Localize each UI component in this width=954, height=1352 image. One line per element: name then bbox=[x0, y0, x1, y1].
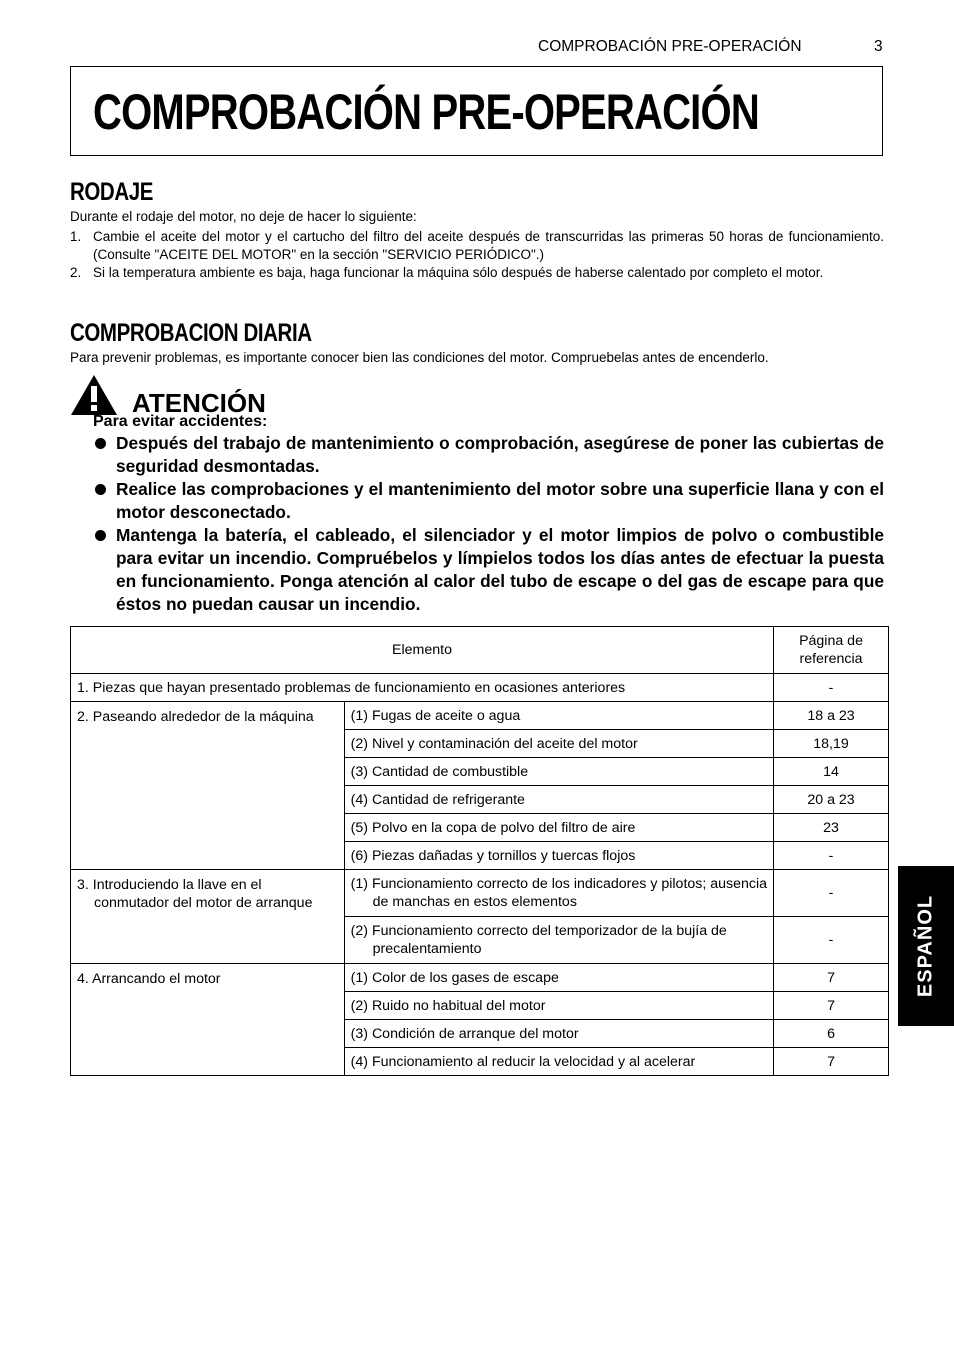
check-item: (6) Piezas dañadas y tornillos y tuercas flojos bbox=[344, 842, 773, 870]
check-item: (1) Funcionamiento correcto de los indicadores y pilotos; ausencia de manchas en estos elementos bbox=[344, 870, 773, 917]
language-side-tab bbox=[898, 866, 954, 1026]
page-title: COMPROBACIÓN PRE-OPERACIÓN bbox=[93, 84, 759, 140]
group-label: 2. Paseando alrededor de la máquina bbox=[71, 702, 345, 870]
warning-intro: Para evitar accidentes: bbox=[93, 413, 268, 430]
list-item: Después del trabajo de mantenimiento o comprobación, asegúrese de poner las cubiertas de seguridad desmontadas. bbox=[93, 432, 884, 478]
table-row bbox=[71, 964, 889, 992]
reference-cell: 20 a 23 bbox=[774, 786, 889, 814]
rodaje-intro: Durante el rodaje del motor, no deje de hacer lo siguiente: bbox=[70, 209, 417, 224]
warning-title: ATENCIÓN bbox=[132, 388, 266, 418]
check-item: (2) Ruido no habitual del motor bbox=[344, 992, 773, 1020]
reference-cell: 18,19 bbox=[774, 730, 889, 758]
check-item: (3) Cantidad de combustible bbox=[344, 758, 773, 786]
check-item: (5) Polvo en la copa de polvo del filtro de aire bbox=[344, 814, 773, 842]
check-item: (4) Funcionamiento al reducir la velocidad y al acelerar bbox=[344, 1048, 773, 1076]
warning-list bbox=[93, 432, 884, 616]
diaria-intro: Para prevenir problemas, es importante conocer bien las condiciones del motor. Compruebelas antes de encenderlo. bbox=[70, 350, 769, 365]
bullet-icon bbox=[95, 438, 106, 449]
table-row bbox=[71, 702, 889, 730]
check-item: (2) Nivel y contaminación del aceite del motor bbox=[344, 730, 773, 758]
reference-cell: 6 bbox=[774, 1020, 889, 1048]
reference-cell: 7 bbox=[774, 992, 889, 1020]
check-item: (1) Fugas de aceite o agua bbox=[344, 702, 773, 730]
check-item: (3) Condición de arranque del motor bbox=[344, 1020, 773, 1048]
diaria-heading: COMPROBACION DIARIA bbox=[70, 319, 312, 347]
group-label: 4. Arrancando el motor bbox=[71, 964, 345, 1076]
title-box bbox=[70, 66, 883, 156]
reference-cell: 18 a 23 bbox=[774, 702, 889, 730]
reference-cell: - bbox=[774, 870, 889, 917]
rodaje-heading: RODAJE bbox=[70, 178, 153, 206]
group-label: 1. Piezas que hayan presentado problemas de funcionamiento en ocasiones anteriores bbox=[71, 674, 774, 702]
language-tab-label: ESPAÑOL bbox=[914, 894, 937, 998]
column-header-item: Elemento bbox=[71, 627, 774, 674]
bullet-icon bbox=[95, 530, 106, 541]
list-item: Realice las comprobaciones y el mantenimiento del motor sobre una superficie llana y con el motor desconectado. bbox=[93, 478, 884, 524]
bullet-icon bbox=[95, 484, 106, 495]
reference-cell: 23 bbox=[774, 814, 889, 842]
check-item: (4) Cantidad de refrigerante bbox=[344, 786, 773, 814]
page-number: 3 bbox=[874, 38, 883, 55]
reference-cell: - bbox=[774, 674, 889, 702]
rodaje-list bbox=[70, 228, 884, 282]
daily-check-table bbox=[70, 626, 889, 1076]
running-header-title: COMPROBACIÓN PRE-OPERACIÓN bbox=[538, 38, 802, 55]
table-row bbox=[71, 870, 889, 917]
group-label: 3. Introduciendo la llave en el conmutador del motor de arranque bbox=[71, 870, 345, 964]
reference-cell: - bbox=[774, 842, 889, 870]
list-item: 2. Si la temperatura ambiente es baja, haga funcionar la máquina sólo después de haberse calentado por completo el motor. bbox=[70, 265, 824, 280]
check-item: (1) Color de los gases de escape bbox=[344, 964, 773, 992]
warning-triangle-icon bbox=[70, 374, 118, 416]
table-row bbox=[71, 674, 889, 702]
table-header-row bbox=[71, 627, 889, 674]
list-item: Mantenga la batería, el cableado, el silenciador y el motor limpios de polvo o combustible para evitar un incendio. Compruébelos y límpielos todos los días antes de efectuar la puesta en funcionamiento. Ponga atención al calor del tubo de escape o del gas de escape para que éstos no puedan causar un incendio. bbox=[93, 524, 884, 616]
column-header-ref: Página de referencia bbox=[774, 627, 889, 674]
reference-cell: 7 bbox=[774, 1048, 889, 1076]
reference-cell: 7 bbox=[774, 964, 889, 992]
check-item: (2) Funcionamiento correcto del temporizador de la bujía de precalentamiento bbox=[344, 917, 773, 964]
reference-cell: - bbox=[774, 917, 889, 964]
list-item: 1. Cambie el aceite del motor y el cartucho del filtro del aceite después de transcurridas las primeras 50 horas de funcionamiento. (Consulte "ACEITE DEL MOTOR" en la sección "SERVICIO PERIÓDICO".) bbox=[70, 229, 884, 262]
reference-cell: 14 bbox=[774, 758, 889, 786]
